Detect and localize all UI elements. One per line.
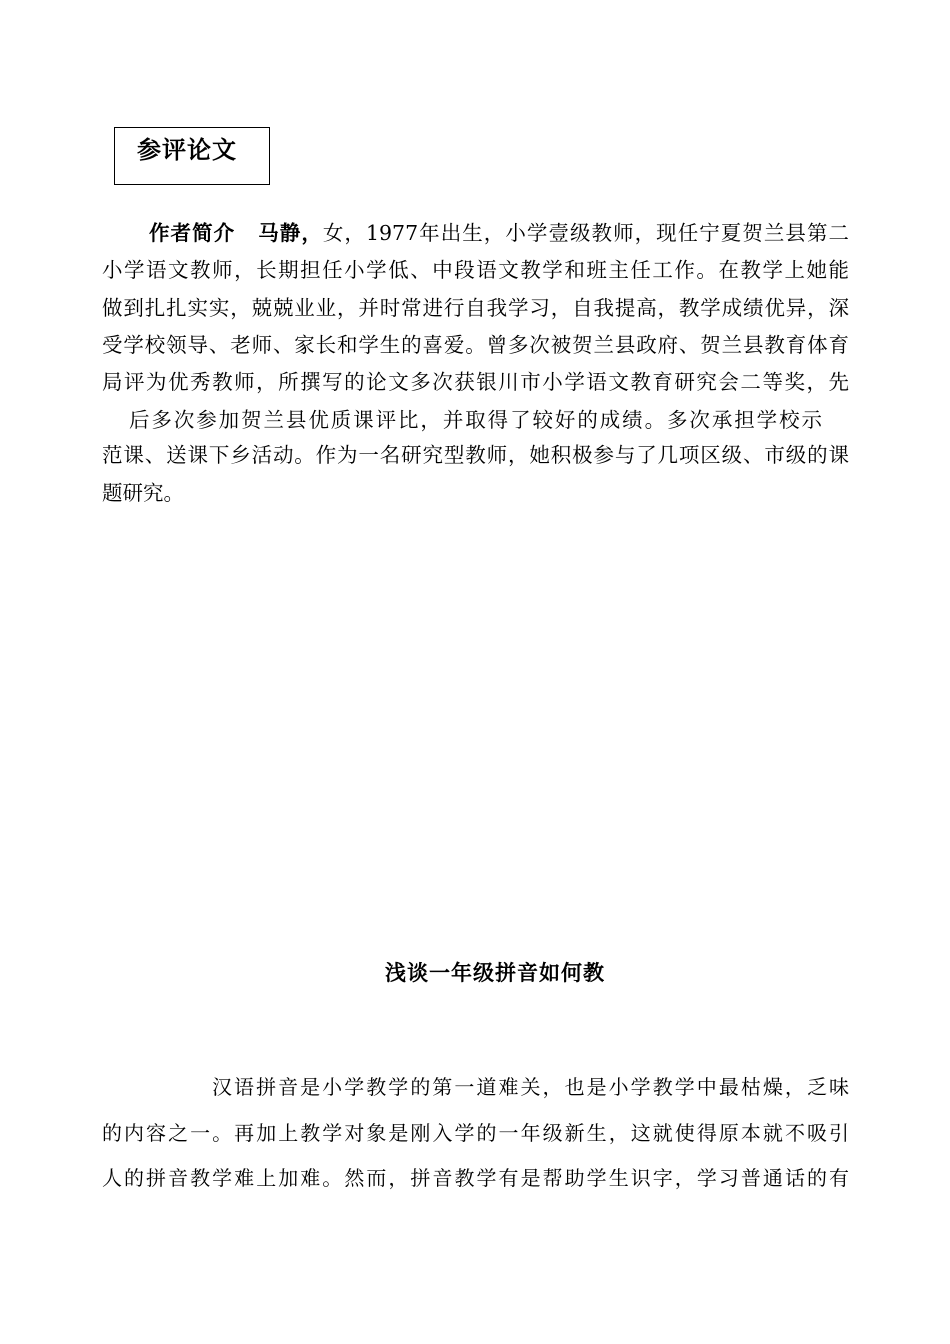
bio-heading: 作者简介	[149, 221, 236, 245]
bio-line: 题研究。	[102, 481, 184, 505]
article-line: 汉语拼音是小学教学的第一道难关，也是小学教学中最枯燥，乏味	[212, 1075, 849, 1099]
article-line: 的内容之一。再加上教学对象是刚入学的一年级新生，这就使得原本就不吸引	[102, 1121, 849, 1145]
bio-line-1-text: 女，1977年出生，小学壹级教师，现任宁夏贺兰县第二	[322, 221, 850, 245]
bio-line: 小学语文教师，长期担任小学低、中段语文教学和班主任工作。在教学上她能	[102, 258, 849, 282]
bio-line: 做到扎扎实实，兢兢业业，并时常进行自我学习，自我提高，教学成绩优异，深	[102, 296, 849, 320]
article-line: 人的拼音教学难上加难。然而，拼音教学有是帮助学生识字，学习普通话的有	[102, 1166, 849, 1190]
bio-line: 局评为优秀教师，所撰写的论文多次获银川市小学语文教育研究会二等奖，先	[102, 370, 849, 394]
bio-line: 范课、送课下乡活动。作为一名研究型教师，她积极参与了几项区级、市级的课	[102, 443, 849, 467]
bio-line: 受学校领导、老师、家长和学生的喜爱。曾多次被贺兰县政府、贺兰县教育体育	[102, 333, 849, 357]
bio-line: 后多次参加贺兰县优质课评比，并取得了较好的成绩。多次承担学校示	[129, 408, 822, 432]
category-label: 参评论文	[137, 136, 237, 164]
author-name: 马静，	[257, 221, 323, 245]
bio-line-1	[149, 219, 849, 247]
article-title: 浅谈一年级拼音如何教	[385, 961, 605, 985]
category-label-box	[114, 127, 270, 185]
